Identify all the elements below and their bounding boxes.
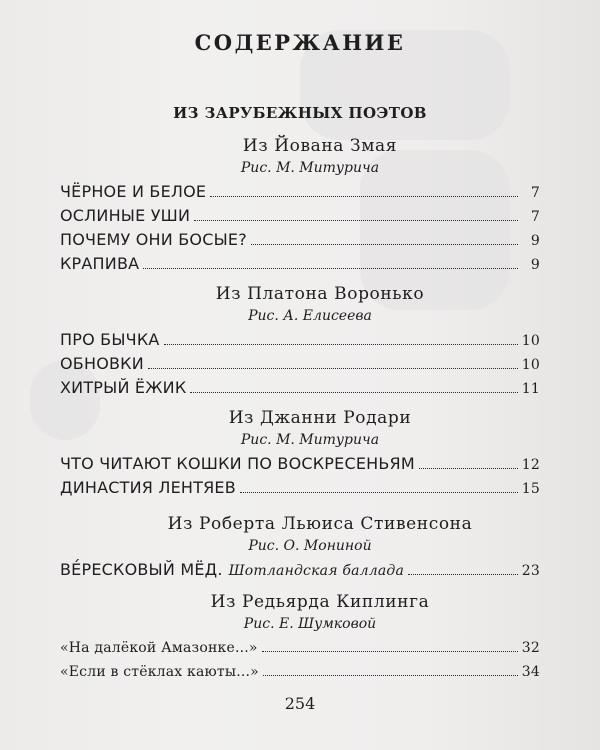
entry-title: ПРО БЫЧКА (60, 330, 160, 349)
page-title: СОДЕРЖАНИЕ (194, 30, 406, 55)
dot-leader (251, 243, 518, 245)
entry-page: 7 (530, 209, 540, 225)
author-group (60, 406, 540, 500)
entry-page: 9 (530, 257, 540, 273)
entry-page: 7 (530, 185, 540, 201)
entry-page: 34 (521, 664, 540, 680)
dot-leader (263, 674, 518, 676)
author-group (60, 282, 540, 400)
toc-entry[interactable] (60, 228, 540, 252)
entry-page: 15 (521, 481, 540, 497)
dot-leader (262, 650, 518, 652)
toc-entry[interactable] (60, 204, 540, 228)
entry-page: 32 (521, 640, 540, 656)
toc-entry[interactable] (60, 636, 540, 660)
dot-leader (143, 267, 518, 269)
author-group (60, 134, 540, 276)
entry-title: ПОЧЕМУ ОНИ БОСЫЕ? (60, 230, 247, 249)
entry-page: 23 (521, 563, 540, 579)
toc-entry[interactable] (60, 352, 540, 376)
illustrator-credit: Рис. М. Митурича (240, 432, 380, 448)
dot-leader (419, 467, 518, 469)
entry-page: 9 (530, 233, 540, 249)
entry-title: ОСЛИНЫЕ УШИ (60, 206, 191, 225)
toc-entry[interactable] (60, 476, 540, 500)
entry-title: ОБНОВКИ (60, 354, 144, 373)
entry-title: ВЕ́РЕСКОВЫЙ МЁД. (60, 560, 223, 579)
entry-page: 10 (521, 357, 540, 373)
toc-entry[interactable] (60, 252, 540, 276)
dot-leader (164, 343, 518, 345)
entry-page: 12 (521, 457, 540, 473)
entry-page: 10 (521, 333, 540, 349)
author-heading: Из Йована Змая (242, 136, 398, 156)
dot-leader (194, 219, 518, 221)
illustrator-credit: Рис. М. Митурича (240, 160, 380, 176)
entry-title: ХИТРЫЙ ЁЖИК (60, 378, 187, 397)
dot-leader (240, 491, 518, 493)
dot-leader (190, 391, 517, 393)
toc-entry[interactable] (60, 180, 540, 204)
entry-title: КРАПИВА (60, 254, 140, 273)
page-number: 254 (284, 694, 316, 713)
entry-subtitle: Шотландская баллада (228, 563, 405, 579)
illustrator-credit: Рис. О. Мониной (248, 538, 372, 554)
entry-title: ЧЁРНОЕ И БЕЛОЕ (60, 182, 207, 201)
toc-entry[interactable] (60, 452, 540, 476)
author-group (60, 512, 540, 582)
toc-entry[interactable] (60, 328, 540, 352)
entry-title: «Если в стёклах каюты...» (60, 664, 259, 680)
entry-title: ЧТО ЧИТАЮТ КОШКИ ПО ВОСКРЕСЕНЬЯМ (60, 454, 415, 473)
author-group (60, 590, 540, 684)
entry-title: ДИНАСТИЯ ЛЕНТЯЕВ (60, 478, 236, 497)
author-heading: Из Редьярда Киплинга (210, 592, 430, 612)
author-heading: Из Джанни Родари (228, 408, 412, 428)
toc-entry[interactable] (60, 376, 540, 400)
dot-leader (408, 573, 518, 575)
illustrator-credit: Рис. Е. Шумковой (243, 616, 377, 632)
toc-entry[interactable] (60, 558, 540, 582)
dot-leader (210, 195, 518, 197)
section-heading: ИЗ ЗАРУБЕЖНЫХ ПОЭТОВ (173, 104, 427, 122)
author-heading: Из Роберта Льюиса Стивенсона (167, 514, 473, 534)
author-heading: Из Платона Воронько (215, 284, 425, 304)
illustrator-credit: Рис. А. Елисеева (248, 308, 372, 324)
toc-entry[interactable] (60, 660, 540, 684)
entry-title: «На далёкой Амазонке...» (60, 640, 258, 656)
dot-leader (148, 367, 518, 369)
entry-page: 11 (521, 381, 540, 397)
